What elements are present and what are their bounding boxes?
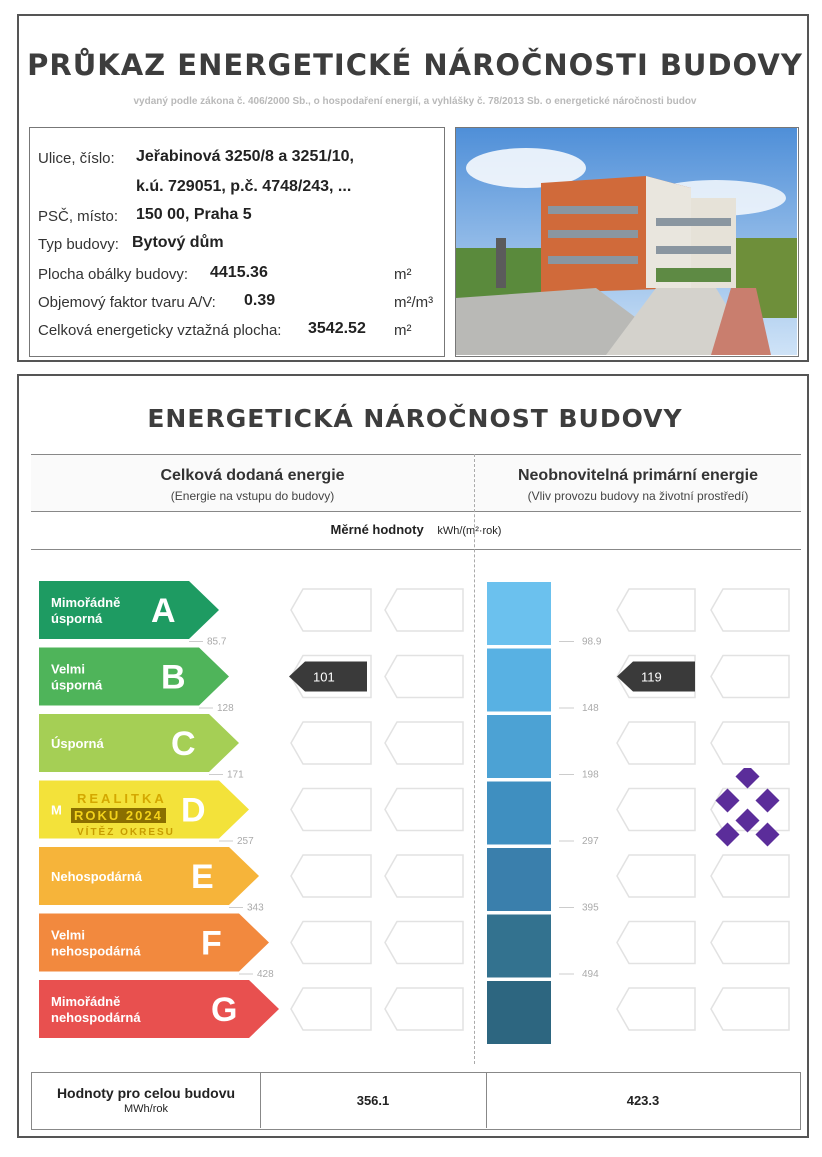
empty-indicator-right-1 <box>617 855 695 897</box>
primary-energy-bar-f <box>487 915 551 978</box>
empty-indicator-left-1 <box>291 722 371 764</box>
award-line-1: REALITKA <box>77 791 167 806</box>
empty-indicator-right-1 <box>617 988 695 1030</box>
primary-threshold-label: 198 <box>582 769 599 781</box>
primary-threshold-label: 148 <box>582 703 599 714</box>
primary-energy-value: 119 <box>641 669 662 685</box>
energy-class-c-letter: C <box>171 725 196 763</box>
primary-energy-bar-b <box>487 649 551 712</box>
empty-indicator-right-2 <box>711 589 789 631</box>
delivered-threshold-label: 85.7 <box>207 636 227 648</box>
empty-indicator-left-2 <box>385 656 463 698</box>
energy-class-f-label: nehospodárná <box>51 943 141 959</box>
building-info <box>29 127 445 357</box>
energy-class-a-letter: A <box>151 592 176 630</box>
empty-indicator-right-1 <box>617 589 695 631</box>
totals-label: Hodnoty pro celou budovu <box>56 1085 236 1101</box>
total-delivered-value: 356.1 <box>260 1073 487 1128</box>
factor-value: 0.39 <box>244 292 276 309</box>
empty-indicator-left-2 <box>385 789 463 831</box>
energy-performance-section <box>17 374 809 1138</box>
empty-indicator-left-1 <box>291 988 371 1030</box>
column-sub-delivered: (Energie na vstupu do budovy) <box>170 489 335 503</box>
area-unit: m² <box>394 266 412 283</box>
type-value: Bytový dům <box>132 234 224 251</box>
street-row <box>38 148 354 167</box>
energy-class-b-band <box>39 648 229 706</box>
empty-indicator-left-2 <box>385 988 463 1030</box>
empty-indicator-left-2 <box>385 855 463 897</box>
empty-indicator-right-1 <box>617 922 695 964</box>
area-label: Plocha obálky budovy: <box>38 266 189 283</box>
psc-row <box>38 206 252 225</box>
energy-class-b-label: úsporná <box>51 677 103 693</box>
energy-class-f-letter: F <box>201 924 222 963</box>
primary-energy-bar-a <box>487 582 551 645</box>
column-sub-primary: (Vliv provozu budovy na životní prostředí) <box>527 489 749 503</box>
totals-unit: MWh/rok <box>124 1103 168 1115</box>
empty-indicator-left-1 <box>291 589 371 631</box>
street-row-2 <box>136 178 351 196</box>
energy-class-f-band <box>39 914 269 972</box>
energy-class-b-label: Velmi <box>51 661 85 677</box>
delivered-threshold-label: 343 <box>247 902 264 914</box>
energy-class-e-letter: E <box>191 858 214 896</box>
energy-class-a-label: úsporná <box>51 611 103 626</box>
factor-unit: m²/m³ <box>394 294 434 311</box>
total-primary-value: 423.3 <box>626 1093 660 1108</box>
primary-energy-bar-e <box>487 848 551 911</box>
energy-class-d-label: M <box>51 802 62 818</box>
empty-indicator-right-2 <box>711 855 789 897</box>
delivered-threshold-label: 257 <box>237 836 254 847</box>
empty-indicator-right-1 <box>617 722 695 764</box>
energy-class-g-label: Mimořádně <box>51 994 121 1009</box>
empty-indicator-left-2 <box>385 589 463 631</box>
delivered-threshold-label: 171 <box>227 769 244 781</box>
primary-threshold-label: 494 <box>582 969 599 980</box>
primary-threshold-label: 297 <box>582 836 599 847</box>
primary-threshold-label: 98.9 <box>582 636 602 648</box>
empty-indicator-right-2 <box>711 988 789 1030</box>
energy-class-d-letter: D <box>181 791 206 830</box>
energy-class-a-label: Mimořádně <box>51 595 121 610</box>
whole-building-totals <box>31 1072 801 1130</box>
certificate-header <box>17 14 809 362</box>
award-badge <box>51 791 191 843</box>
column-title-primary: Neobnovitelná primární energie <box>517 467 759 484</box>
ref-area-value: 3542.52 <box>308 320 366 337</box>
type-row <box>38 234 224 253</box>
certificate-title: PRŮKAZ ENERGETICKÉ NÁROČNOSTI BUDOVY <box>27 48 803 82</box>
type-label: Typ budovy: <box>38 236 119 253</box>
energy-class-a-band <box>39 581 219 639</box>
energy-class-c-label: Úsporná <box>51 736 104 751</box>
psc-label: PSČ, místo: <box>38 208 119 225</box>
delivered-threshold-label: 128 <box>217 703 234 714</box>
empty-indicator-left-1 <box>291 789 371 831</box>
factor-row <box>38 292 434 311</box>
area-row <box>38 264 412 283</box>
energy-class-g-band <box>39 980 279 1038</box>
ref-area-unit: m² <box>394 322 412 339</box>
street-label: Ulice, číslo: <box>38 150 115 167</box>
primary-energy-bar-c <box>487 715 551 778</box>
certificate-subtitle: vydaný podle zákona č. 406/2000 Sb., o hospodaření energií, a vyhlášky č. 78/2013 Sb. o energetické náročnosti budov <box>133 96 697 107</box>
energy-title: ENERGETICKÁ NÁROČNOST BUDOVY <box>147 404 683 433</box>
energy-class-chart <box>19 376 807 1066</box>
building-photo <box>455 127 799 357</box>
energy-class-e-label: Nehospodárná <box>51 869 143 884</box>
award-line-3: VÍTĚZ OKRESU <box>77 827 175 838</box>
empty-indicator-left-1 <box>291 922 371 964</box>
empty-indicator-left-2 <box>385 922 463 964</box>
factor-label: Objemový faktor tvaru A/V: <box>38 294 216 311</box>
street-value: Jeřabinová 3250/8 a 3251/10, <box>136 148 354 165</box>
empty-indicator-left-2 <box>385 722 463 764</box>
empty-indicator-right-2 <box>711 922 789 964</box>
energy-class-g-label: nehospodárná <box>51 1010 141 1025</box>
ref-area-label: Celková energeticky vztažná plocha: <box>38 322 282 339</box>
brand-logo-icon <box>713 768 783 848</box>
building-illustration <box>456 128 797 355</box>
empty-indicator-left-1 <box>291 855 371 897</box>
empty-indicator-right-2 <box>711 656 789 698</box>
award-line-2: ROKU 2024 <box>71 808 166 823</box>
primary-energy-bar-d <box>487 782 551 845</box>
units-label: kWh/(m²·rok) <box>437 525 502 537</box>
empty-indicator-right-1 <box>617 789 695 831</box>
primary-threshold-label: 395 <box>582 902 599 914</box>
psc-value: 150 00, Praha 5 <box>136 206 252 223</box>
energy-class-g-letter: G <box>211 991 238 1029</box>
primary-energy-bar-g <box>487 981 551 1044</box>
ref-area-row <box>38 320 412 339</box>
energy-class-f-label: Velmi <box>51 927 85 943</box>
units-title: Měrné hodnoty <box>330 522 424 537</box>
delivered-energy-value: 101 <box>313 669 335 685</box>
energy-class-b-letter: B <box>161 658 186 697</box>
empty-indicator-right-2 <box>711 722 789 764</box>
column-title-delivered: Celková dodaná energie <box>160 467 345 484</box>
totals-label-cell <box>32 1073 261 1128</box>
street-value-2: k.ú. 729051, p.č. 4748/243, ... <box>136 178 352 195</box>
delivered-threshold-label: 428 <box>257 969 274 980</box>
area-value: 4415.36 <box>210 264 268 281</box>
